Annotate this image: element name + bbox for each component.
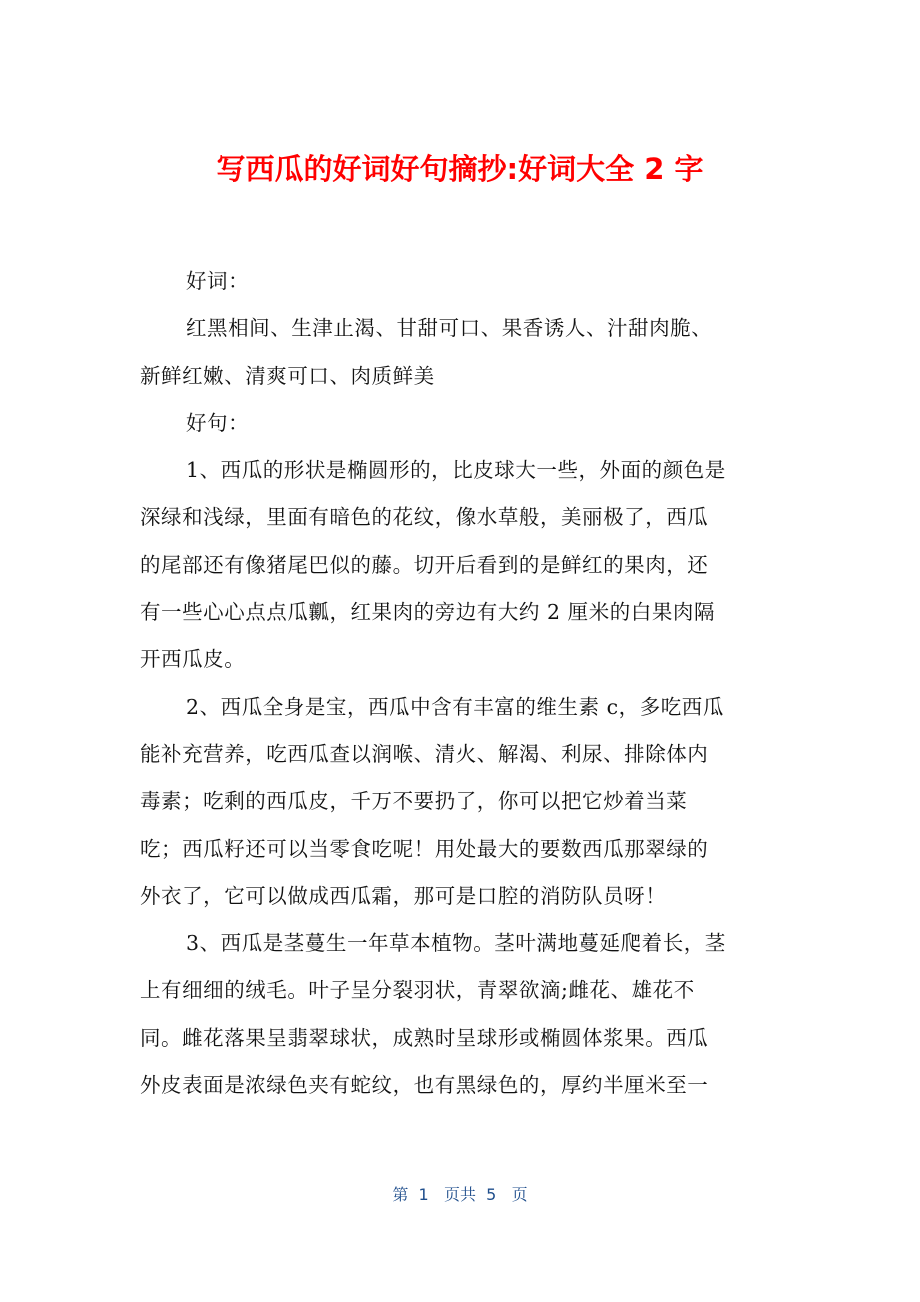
- text-line: 开西瓜皮。: [140, 647, 246, 672]
- text-line: 上有细细的绒毛。叶子呈分裂羽状，青翠欲滴;雌花、雄花不: [140, 978, 695, 1003]
- text-line: 深绿和浅绿，里面有暗色的花纹，像水草般，美丽极了，西瓜: [140, 505, 709, 530]
- text-line: 的尾部还有像猪尾巴似的藤。切开后看到的是鲜红的果肉，还: [140, 552, 709, 577]
- document-body: [140, 258, 780, 1109]
- text-line: 好句：: [186, 410, 250, 435]
- text-line: 2、西瓜全身是宝，西瓜中含有丰富的维生素 c，多吃西瓜: [186, 694, 724, 719]
- document-title: 写西瓜的好词好句摘抄:好词大全 2 字: [216, 152, 704, 186]
- text-line: 新鲜红嫩、清爽可口、肉质鲜美: [140, 363, 435, 388]
- text-line: 好词：: [186, 269, 250, 293]
- page-footer: 第 1 页共 5 页: [392, 1185, 528, 1204]
- text-line: 外皮表面是浓绿色夹有蛇纹，也有黑绿色的，厚约半厘米至一: [140, 1073, 709, 1098]
- text-line: 能补充营养，吃西瓜查以润喉、清火、解渴、利尿、排除体内: [140, 741, 709, 766]
- text-line: 有一些心心点点瓜瓤，红果肉的旁边有大约 2 厘米的白果肉隔: [140, 600, 716, 625]
- text-line: 外衣了，它可以做成西瓜霜，那可是口腔的消防队员呀！: [140, 883, 667, 908]
- text-line: 3、西瓜是茎蔓生一年草本植物。茎叶满地蔓延爬着长，茎: [186, 931, 726, 956]
- text-line: 红黑相间、生津止渴、甘甜可口、果香诱人、汁甜肉脆、: [186, 316, 713, 341]
- text-line: 1、西瓜的形状是椭圆形的，比皮球大一些，外面的颜色是: [186, 458, 726, 483]
- text-line: 同。雌花落果呈翡翠球状，成熟时呈球形或椭圆体浆果。西瓜: [140, 1025, 709, 1050]
- text-line: 吃；西瓜籽还可以当零食吃呢！用处最大的要数西瓜那翠绿的: [140, 836, 709, 861]
- text-line: 毒素；吃剩的西瓜皮，千万不要扔了，你可以把它炒着当菜: [140, 789, 688, 814]
